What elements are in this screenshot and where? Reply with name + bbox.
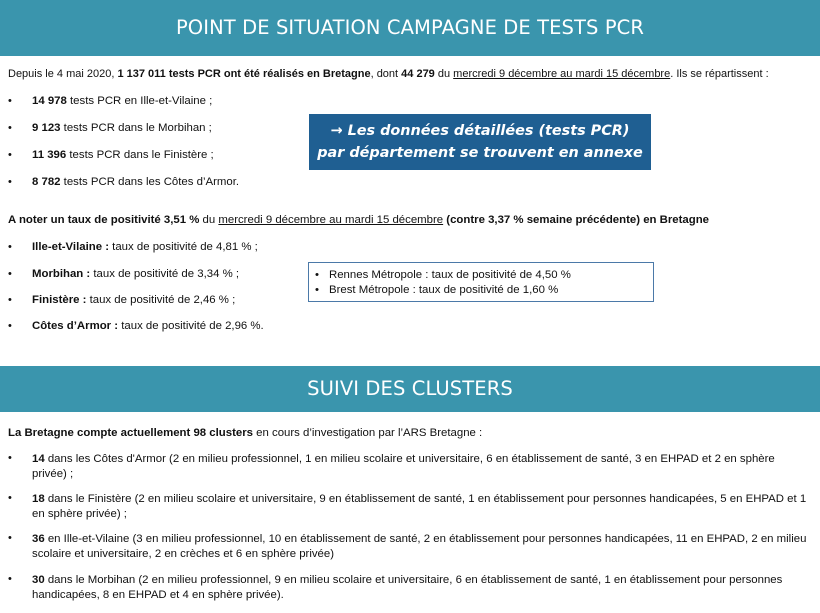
- clusters-intro-text: en cours d’investigation par l’ARS Bretagne :: [253, 427, 483, 439]
- list-item: Finistère : taux de positivité de 2,46 % ;: [32, 294, 236, 306]
- bullet-icon: •: [8, 452, 12, 464]
- tests-intro: [8, 68, 769, 80]
- clusters-intro: [8, 427, 482, 439]
- intro-text: du: [434, 68, 454, 80]
- bullet-icon: •: [8, 573, 12, 585]
- positivity-comparison: (contre 3,37 % semaine précédente) en Bretagne: [443, 214, 710, 226]
- intro-text: Depuis le 4 mai 2020,: [8, 68, 118, 80]
- callout-line: → Les données détaillées (tests PCR): [330, 123, 630, 139]
- list-item: 8 782 tests PCR dans les Côtes d’Armor.: [32, 176, 240, 188]
- list-item: 18 dans le Finistère (2 en milieu scolaire et universitaire, 9 en établissement de santé, 1 en établissement pour personnes handicapées, 5 en EHPAD et 1 en sphère privée) ;: [32, 493, 807, 520]
- bullet-icon: •: [8, 268, 12, 280]
- metropole-item: • Brest Métropole : taux de positivité de 1,60 %: [315, 284, 559, 296]
- list-item: 14 dans les Côtes d'Armor (2 en milieu professionnel, 1 en milieu scolaire et universitaire, 6 en établissement de santé, 3 en EHPAD et 2 en sphère privée) ;: [32, 453, 775, 480]
- clusters-section-banner: SUIVI DES CLUSTERS: [0, 366, 820, 412]
- list-item: Côtes d’Armor : taux de positivité de 2,96 %.: [32, 320, 264, 332]
- bullet-icon: •: [8, 122, 12, 134]
- annex-callout: [309, 114, 651, 170]
- bullet-icon: •: [8, 95, 12, 107]
- bullet-icon: •: [8, 320, 12, 332]
- tests-section-banner: POINT DE SITUATION CAMPAGNE DE TESTS PCR: [0, 0, 820, 56]
- positivity-text: du: [199, 214, 219, 226]
- bullet-icon: •: [8, 492, 12, 504]
- list-item: Morbihan : taux de positivité de 3,34 % ;: [32, 268, 240, 280]
- metropole-box: [308, 262, 654, 302]
- list-item: 11 396 tests PCR dans le Finistère ;: [32, 149, 214, 161]
- intro-text: . Ils se répartissent :: [670, 68, 769, 80]
- positivity-rate: A noter un taux de positivité 3,51 %: [8, 214, 200, 226]
- bullet-icon: •: [8, 532, 12, 544]
- intro-week-count: 44 279: [401, 68, 435, 80]
- bullet-icon: •: [8, 241, 12, 253]
- intro-text: , dont: [370, 68, 402, 80]
- bullet-icon: •: [8, 176, 12, 188]
- intro-total: 1 137 011 tests PCR ont été réalisés en Bretagne: [117, 68, 371, 80]
- list-item: 14 978 tests PCR en Ille-et-Vilaine ;: [32, 95, 213, 107]
- positivity-period: mercredi 9 décembre au mardi 15 décembre: [218, 214, 444, 226]
- list-item: Ille-et-Vilaine : taux de positivité de 4,81 % ;: [32, 241, 258, 253]
- list-item: 36 en Ille-et-Vilaine (3 en milieu professionnel, 10 en établissement de santé, 2 en établissement pour personnes handicapées, 11 en EHPAD, 2 en milieu scolaire et universitaire, 2 en crèches et 6 en sphère privée): [32, 533, 807, 560]
- bullet-icon: •: [8, 294, 12, 306]
- intro-period: mercredi 9 décembre au mardi 15 décembre: [453, 68, 671, 80]
- callout-line: par département se trouvent en annexe: [317, 145, 643, 161]
- metropole-item: • Rennes Métropole : taux de positivité de 4,50 %: [315, 269, 571, 281]
- list-item: 30 dans le Morbihan (2 en milieu professionnel, 9 en milieu scolaire et universitaire, 6 en établissement de santé, 1 en établissement pour personnes handicapées, 8 en EHPAD et 4 en sphère privée).: [32, 574, 783, 601]
- bullet-icon: •: [8, 149, 12, 161]
- positivity-summary: [8, 214, 709, 226]
- clusters-count: La Bretagne compte actuellement 98 clusters: [8, 427, 253, 439]
- list-item: 9 123 tests PCR dans le Morbihan ;: [32, 122, 212, 134]
